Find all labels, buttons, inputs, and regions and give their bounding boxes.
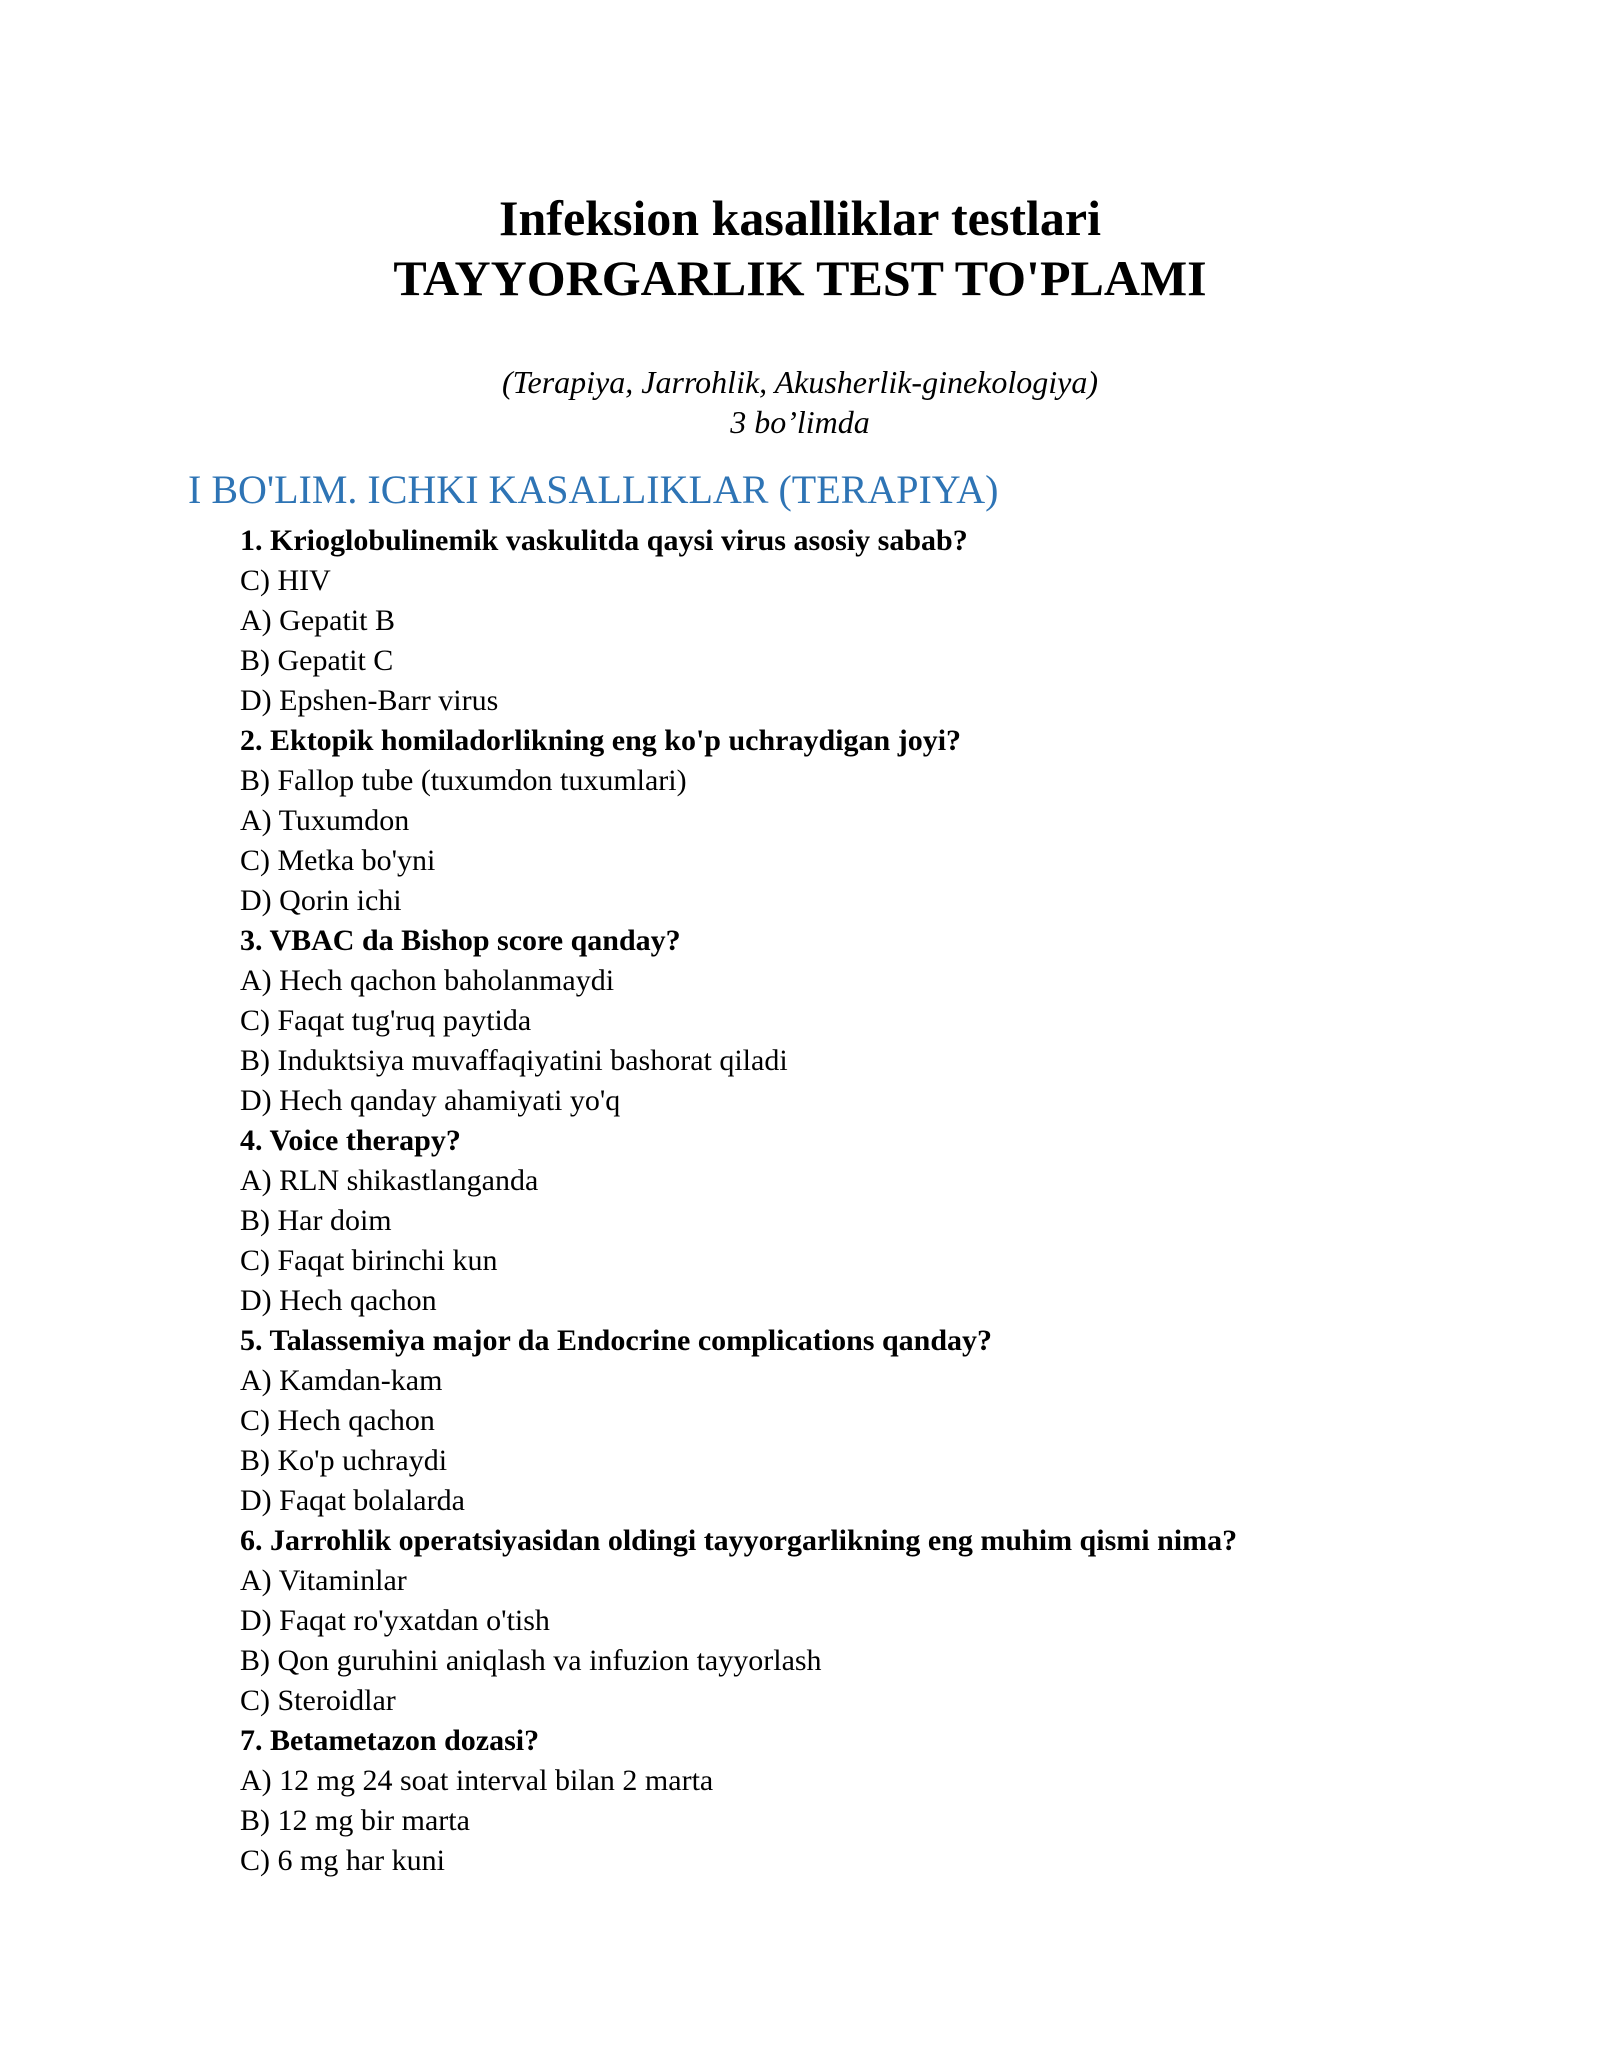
- title-line-1: Infeksion kasalliklar testlari: [499, 190, 1101, 246]
- question-text: 5. Talassemiya major da Endocrine complications qanday?: [240, 1324, 993, 1357]
- answer-option: C) Faqat birinchi kun: [240, 1244, 498, 1277]
- answer-option: B) 12 mg bir marta: [240, 1804, 470, 1837]
- question-text: 6. Jarrohlik operatsiyasidan oldingi tayyorgarlikning eng muhim qismi nima?: [240, 1524, 1238, 1557]
- answer-option: C) Steroidlar: [240, 1684, 396, 1717]
- answer-option: D) Epshen-Barr virus: [240, 684, 499, 717]
- question-item: [240, 1321, 1540, 1521]
- answer-option: D) Hech qanday ahamiyati yo'q: [240, 1084, 621, 1117]
- question-item: [240, 1521, 1540, 1721]
- title-line-2: TAYYORGARLIK TEST TO'PLAMI: [393, 250, 1207, 306]
- subtitle-line-1: (Terapiya, Jarrohlik, Akusherlik-ginekologiya): [501, 364, 1099, 400]
- answer-option: D) Faqat ro'yxatdan o'tish: [240, 1604, 550, 1637]
- answer-option: A) Kamdan-kam: [240, 1364, 443, 1397]
- question-item: [240, 1721, 1540, 1881]
- answer-option: A) RLN shikastlanganda: [240, 1164, 539, 1197]
- question-item: [240, 1121, 1540, 1321]
- answer-option: B) Har doim: [240, 1204, 392, 1237]
- answer-option: D) Hech qachon: [240, 1284, 437, 1317]
- answer-option: B) Ko'p uchraydi: [240, 1444, 448, 1477]
- answer-option: D) Qorin ichi: [240, 884, 402, 917]
- answer-option: A) Gepatit B: [240, 604, 395, 637]
- question-text: 3. VBAC da Bishop score qanday?: [240, 924, 681, 957]
- answer-option: A) 12 mg 24 soat interval bilan 2 marta: [240, 1764, 714, 1797]
- section-heading: I BO'LIM. ICHKI KASALLIKLAR (TERAPIYA): [188, 467, 999, 512]
- document-title: [0, 188, 1600, 308]
- answer-option: B) Fallop tube (tuxumdon tuxumlari): [240, 764, 687, 797]
- answer-option: B) Qon guruhini aniqlash va infuzion tayyorlash: [240, 1644, 822, 1677]
- answer-option: B) Gepatit C: [240, 644, 394, 677]
- answer-option: C) 6 mg har kuni: [240, 1844, 445, 1877]
- answer-option: C) Faqat tug'ruq paytida: [240, 1004, 532, 1037]
- subtitle-line-2: 3 bo’limda: [730, 404, 870, 440]
- question-list: [240, 521, 1540, 1881]
- answer-option: C) Metka bo'yni: [240, 844, 436, 877]
- question-item: [240, 721, 1540, 921]
- question-text: 4. Voice therapy?: [240, 1124, 461, 1157]
- answer-option: C) HIV: [240, 564, 331, 597]
- question-text: 2. Ektopik homiladorlikning eng ko'p uchraydigan joyi?: [240, 724, 962, 757]
- answer-option: C) Hech qachon: [240, 1404, 435, 1437]
- answer-option: B) Induktsiya muvaffaqiyatini bashorat qiladi: [240, 1044, 788, 1077]
- question-text: 1. Krioglobulinemik vaskulitda qaysi virus asosiy sabab?: [240, 524, 968, 557]
- answer-option: A) Vitaminlar: [240, 1564, 407, 1597]
- answer-option: A) Hech qachon baholanmaydi: [240, 964, 615, 997]
- question-item: [240, 521, 1540, 721]
- answer-option: D) Faqat bolalarda: [240, 1484, 465, 1517]
- question-item: [240, 921, 1540, 1121]
- question-text: 7. Betametazon dozasi?: [240, 1724, 540, 1757]
- document-subtitle: [0, 362, 1600, 442]
- answer-option: A) Tuxumdon: [240, 804, 410, 837]
